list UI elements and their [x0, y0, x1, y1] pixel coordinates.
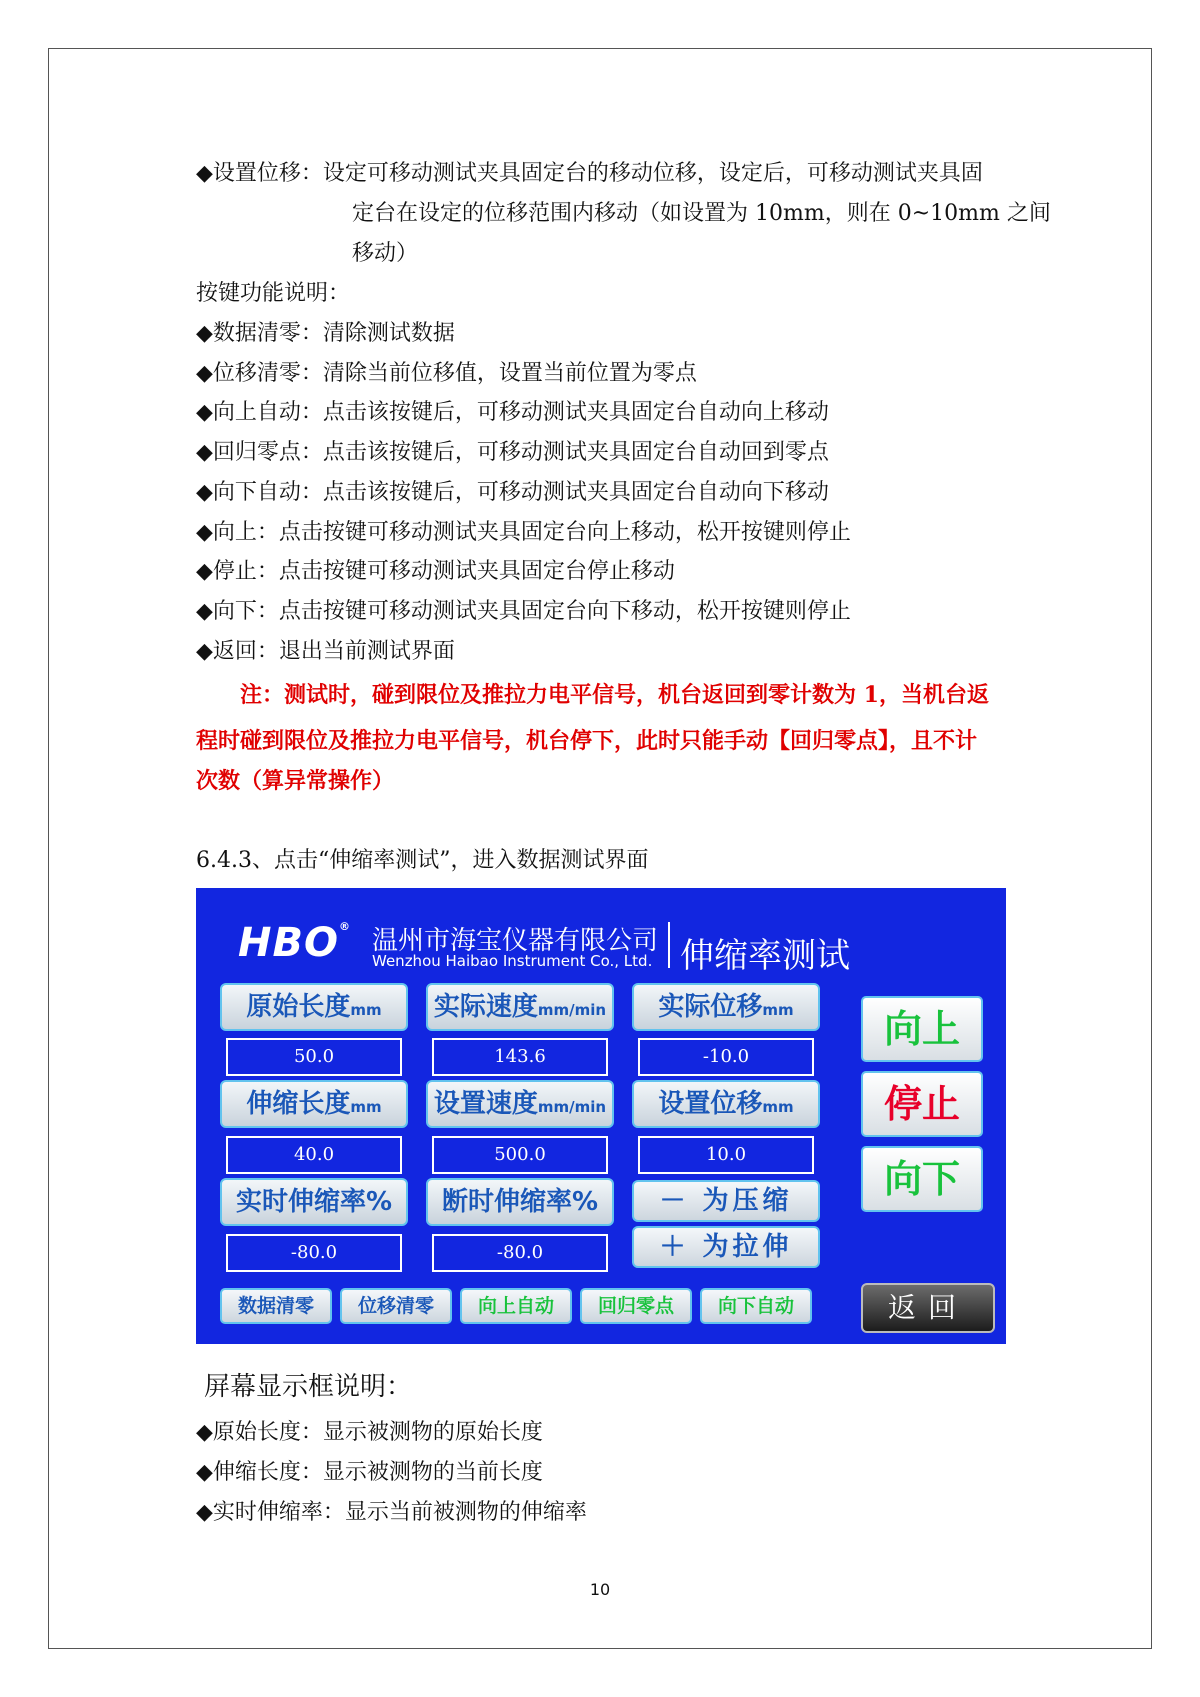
key-item: ◆位移清零：清除当前位移值，设置当前位置为零点: [196, 361, 697, 386]
stretch-sign-button[interactable]: ＋ 为拉伸: [632, 1226, 820, 1268]
title-divider: [668, 922, 670, 968]
intro-line-1: ◆设置位移：设定可移动测试夹具固定台的移动位移，设定后，可移动测试夹具固: [196, 161, 983, 186]
key-item: ◆数据清零：清除测试数据: [196, 321, 455, 346]
key-item: ◆向上：点击按键可移动测试夹具固定台向上移动，松开按键则停止: [196, 520, 851, 545]
label-realtime-rate: 实时伸缩率%: [220, 1178, 408, 1226]
compress-sign-button[interactable]: － 为压缩: [632, 1180, 820, 1222]
stop-button[interactable]: 停止: [861, 1071, 983, 1137]
value-original-length[interactable]: 50.0: [226, 1038, 402, 1076]
key-item: ◆停止：点击按键可移动测试夹具固定台停止移动: [196, 559, 675, 584]
intro-line-2: 定台在设定的位移范围内移动（如设置为 10mm，则在 0~10mm 之间: [352, 201, 1051, 226]
screen-desc-item: ◆实时伸缩率：显示当前被测物的伸缩率: [196, 1500, 587, 1525]
value-set-displacement[interactable]: 10.0: [638, 1136, 814, 1174]
auto-up-button[interactable]: 向上自动: [460, 1288, 572, 1324]
note-line-2: 程时碰到限位及推拉力电平信号，机台停下，此时只能手动【回归零点】，且不计: [196, 728, 978, 754]
value-realtime-rate: -80.0: [226, 1234, 402, 1272]
value-stretch-length: 40.0: [226, 1136, 402, 1174]
label-actual-speed: 实际速度mm/min: [426, 983, 614, 1031]
clear-data-button[interactable]: 数据清零: [220, 1288, 332, 1324]
screen-desc-heading: 屏幕显示框说明：: [204, 1372, 413, 1402]
back-button[interactable]: 返回: [861, 1283, 995, 1333]
up-button[interactable]: 向上: [861, 996, 983, 1062]
page-number: 10: [589, 1580, 611, 1599]
value-actual-speed: 143.6: [432, 1038, 608, 1076]
screen-desc-item: ◆原始长度：显示被测物的原始长度: [196, 1420, 543, 1445]
return-zero-button[interactable]: 回归零点: [580, 1288, 692, 1324]
screen-desc-item: ◆伸缩长度：显示被测物的当前长度: [196, 1460, 543, 1485]
auto-down-button[interactable]: 向下自动: [700, 1288, 812, 1324]
key-item: ◆返回：退出当前测试界面: [196, 639, 455, 664]
label-break-rate: 断时伸缩率%: [426, 1178, 614, 1226]
company-name-en: Wenzhou Haibao Instrument Co., Ltd.: [372, 952, 653, 970]
value-break-rate: -80.0: [432, 1234, 608, 1272]
section-heading: 6.4.3、点击“伸缩率测试”，进入数据测试界面: [196, 848, 649, 873]
key-item: ◆向上自动：点击该按键后，可移动测试夹具固定台自动向上移动: [196, 400, 829, 425]
intro-line-3: 移动）: [352, 241, 419, 266]
clear-displacement-button[interactable]: 位移清零: [340, 1288, 452, 1324]
brand-logo: HBO®: [238, 920, 351, 966]
label-set-speed: 设置速度mm/min: [426, 1080, 614, 1128]
hmi-screen: [196, 888, 1006, 1344]
company-name-cn: 温州市海宝仪器有限公司: [372, 926, 659, 956]
key-item: ◆回归零点：点击该按键后，可移动测试夹具固定台自动回到零点: [196, 440, 829, 465]
value-actual-displacement: -10.0: [638, 1038, 814, 1076]
keys-heading: 按键功能说明：: [196, 281, 351, 306]
label-stretch-length: 伸缩长度mm: [220, 1080, 408, 1128]
label-original-length: 原始长度mm: [220, 983, 408, 1031]
key-item: ◆向下自动：点击该按键后，可移动测试夹具固定台自动向下移动: [196, 480, 829, 505]
label-set-displacement: 设置位移mm: [632, 1080, 820, 1128]
label-actual-displacement: 实际位移mm: [632, 983, 820, 1031]
screen-title: 伸缩率测试: [680, 936, 850, 976]
value-set-speed[interactable]: 500.0: [432, 1136, 608, 1174]
key-item: ◆向下：点击按键可移动测试夹具固定台向下移动，松开按键则停止: [196, 599, 851, 624]
note-line-1: 注：测试时，碰到限位及推拉力电平信号，机台返回到零计数为 1，当机台返: [240, 682, 989, 708]
down-button[interactable]: 向下: [861, 1146, 983, 1212]
note-line-3: 次数（算异常操作）: [196, 768, 395, 794]
